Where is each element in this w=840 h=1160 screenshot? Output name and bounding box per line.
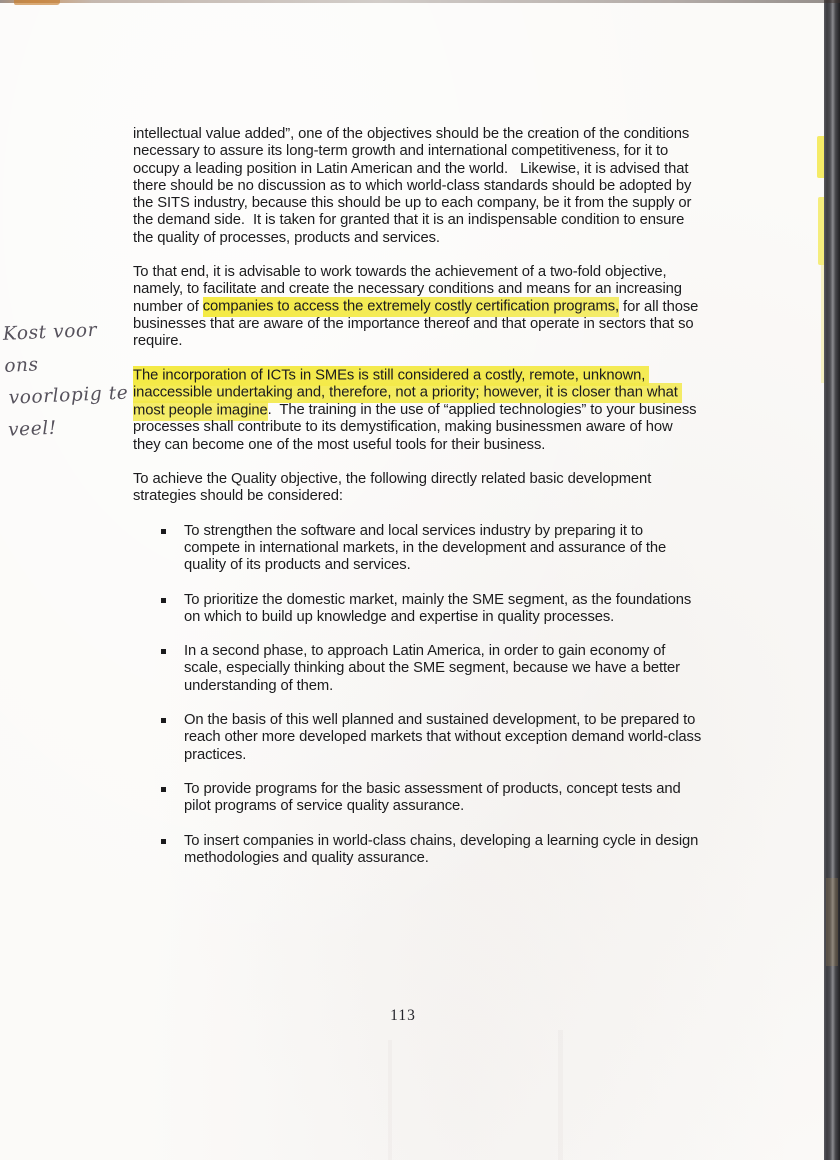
paragraph-text: for all those businesses that are aware of the importance thereof and that operate in sectors that so require. [133, 298, 703, 350]
paragraph [133, 126, 703, 247]
paragraph-text: To achieve the Quality objective, the following directly related basic development strategies should be considered: [133, 471, 656, 505]
bullet-marker-icon [161, 529, 166, 534]
margin-note-line: voorlopig te [8, 382, 129, 409]
bullet-item [133, 833, 703, 868]
bullet-text: To prioritize the domestic market, mainly the SME segment, as the foundations on which to build up knowledge and expertise in quality processes. [184, 591, 696, 625]
bullet-marker-icon [161, 718, 166, 723]
paragraph [133, 368, 703, 454]
bullet-list [133, 522, 706, 867]
highlight-bleed-mark [821, 265, 824, 383]
scan-edge-top-mark [14, 0, 60, 5]
paragraph-text: To that end, it is advisable to work towards the achievement of a two-fold objective, namely, to facilitate and create the necessary conditions and means for an increasing number of [133, 264, 686, 315]
scan-ghost-streak [558, 1030, 563, 1160]
scan-edge-top [0, 0, 840, 3]
bullet-text: In a second phase, to approach Latin America, in order to gain economy of scale, especially thinking about the SME segment, because we have a better understanding of them. [184, 643, 685, 694]
handwritten-margin-note [2, 313, 137, 447]
bullet-item [133, 712, 706, 764]
bullet-marker-icon [161, 598, 166, 603]
bullet-marker-icon [161, 787, 166, 792]
scan-edge-right [824, 0, 840, 1160]
paragraph-text: intellectual value added”, one of the objectives should be the creation of the conditions necessary to assure its long-term growth and international competitiveness, for it to occupy a leading position in Latin American and the world. Likewise, it is advised that there should be no discussion as to which world-class standards should be adopted by the SITS industry, because this should be up to each company, be it from the supply or the demand side. It is taken for granted that it is an indispensable condition to ensure the quality of processes, products and services. [133, 126, 696, 246]
highlight-bleed-mark [817, 136, 824, 178]
page-number: 113 [390, 1007, 416, 1024]
document-body [133, 126, 706, 867]
scan-edge-warm-patch [826, 878, 838, 966]
bullet-marker-icon [161, 839, 166, 844]
highlight-bleed-mark [818, 197, 824, 265]
bullet-item [133, 781, 703, 816]
bullet-item [133, 592, 703, 627]
margin-note-line: veel! [7, 417, 58, 441]
bullet-text: To provide programs for the basic assessment of products, concept tests and pilot programs of service quality assurance. [184, 780, 685, 815]
scan-ghost-streak [388, 1040, 392, 1160]
bullet-text: On the basis of this well planned and sustained development, to be prepared to reach other more developed markets that without exception demand world-class practices. [184, 712, 706, 763]
bullet-text: To insert companies in world-class chains, developing a learning cycle in design methodologies and quality assurance. [184, 832, 703, 866]
highlighted-text: The incorporation of ICTs in SMEs is still considered a costly, remote, unknown, inaccessible undertaking and, therefore, not a priority; however, it is closer than what most people imagine [133, 366, 682, 421]
paragraph [133, 471, 703, 506]
bullet-text: To strengthen the software and local services industry by preparing it to compete in international markets, in the development and assurance of the quality of its products and services. [184, 522, 671, 574]
margin-note-line: Kost voor ons [2, 319, 98, 377]
highlighted-text: companies to access the extremely costly certification programs, [203, 297, 619, 317]
bullet-item [133, 643, 703, 695]
paragraph-text: . The training in the use of “applied technologies” to your business processes shall contribute to its demystification, making businessmen aware of how they can become one of the most useful tools for their business. [133, 402, 701, 453]
paragraph [133, 264, 703, 350]
bullet-item [133, 523, 703, 575]
bullet-marker-icon [161, 649, 166, 654]
